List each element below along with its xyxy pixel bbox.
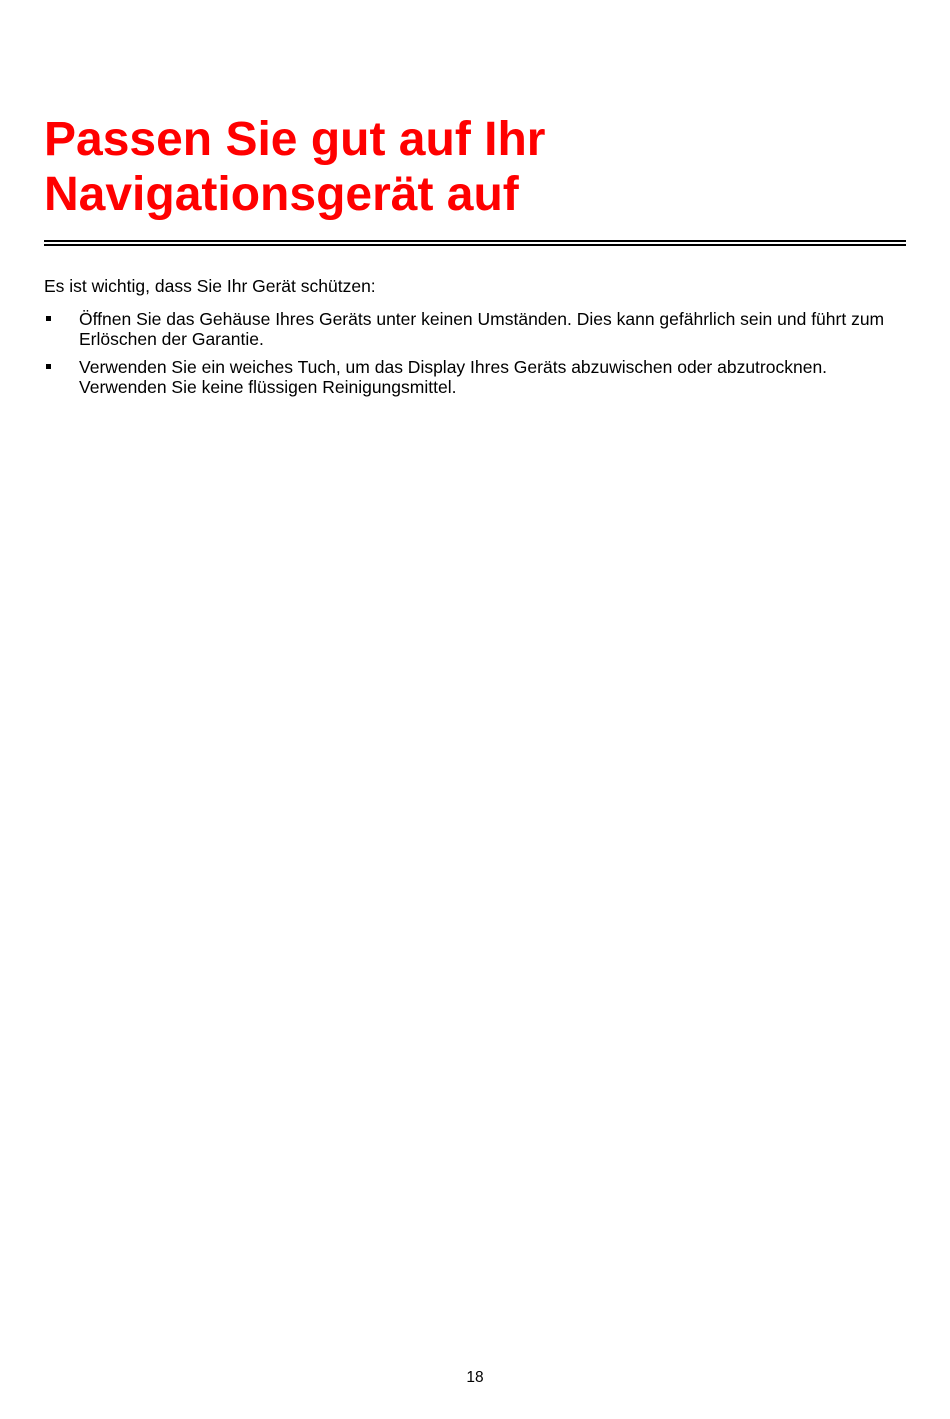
page-title: Passen Sie gut auf Ihr Navigationsgerät auf — [44, 113, 546, 221]
square-bullet-icon — [46, 364, 51, 369]
title-double-rule — [44, 240, 906, 246]
square-bullet-icon — [46, 316, 51, 321]
list-item — [44, 357, 906, 397]
list-item-text: Öffnen Sie das Gehäuse Ihres Geräts unter keinen Umständen. Dies kann gefährlich sein und führt zum Erlöschen der Garantie. — [79, 309, 885, 349]
page-number: 18 — [466, 1369, 484, 1386]
intro-text: Es ist wichtig, dass Sie Ihr Gerät schützen: — [44, 276, 376, 296]
bullet-list — [44, 309, 906, 405]
list-item — [44, 309, 906, 349]
list-item-text: Verwenden Sie ein weiches Tuch, um das Display Ihres Geräts abzuwischen oder abzutrocknen. Verwenden Sie keine flüssigen Reinigungsmittel. — [79, 357, 828, 397]
